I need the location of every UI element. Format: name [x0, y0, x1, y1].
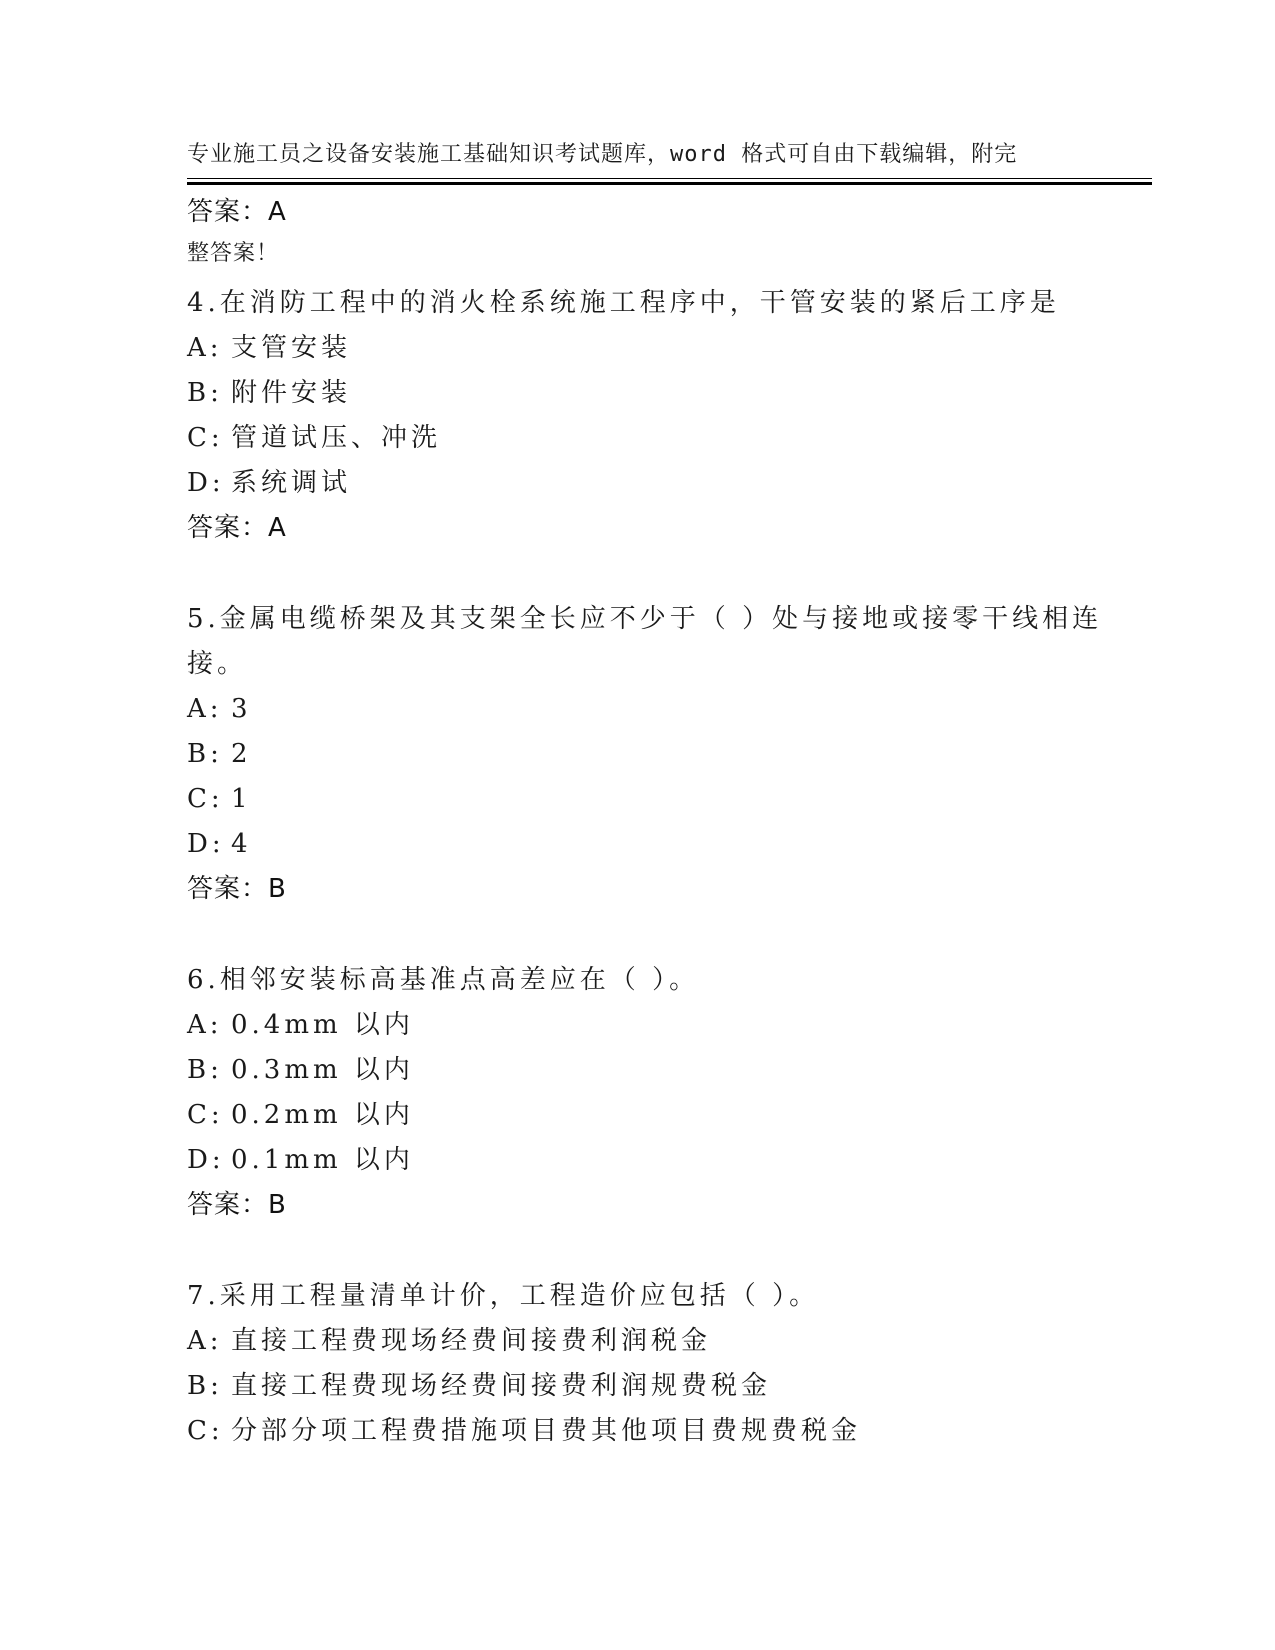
question-stem: 4.在消防工程中的消火栓系统施工程序中，干管安装的紧后工序是	[187, 288, 1060, 318]
header-line-1: 专业施工员之设备安装施工基础知识考试题库，word 格式可自由下载编辑，附完	[187, 142, 1018, 167]
option-label: D:	[187, 1145, 225, 1175]
option-b	[187, 732, 1117, 777]
option-label: A:	[187, 333, 223, 363]
option-label: B:	[187, 378, 223, 408]
option-text: 分部分项工程费措施项目费其他项目费规费税金	[231, 1416, 862, 1446]
question-stem: 5.金属电缆桥架及其支架全长应不少于（ ）处与接地或接零干线相连接。	[187, 604, 1103, 679]
question-item	[187, 597, 1117, 912]
option-text: 0.1mm 以内	[231, 1145, 414, 1175]
question-stem: 7.采用工程量清单计价，工程造价应包括（ ）。	[187, 1281, 820, 1311]
header-divider-thin	[187, 178, 1152, 179]
question-stem: 6.相邻安装标高基准点高差应在（ ）。	[187, 965, 700, 995]
option-text: 直接工程费现场经费间接费利润税金	[231, 1326, 712, 1356]
answer-line: 答案：A	[187, 197, 287, 227]
option-c	[187, 777, 1117, 822]
option-text: 3	[231, 694, 252, 724]
question-item	[187, 281, 1117, 551]
header-divider-thick	[187, 182, 1152, 185]
option-c	[187, 1093, 1117, 1138]
option-label: C:	[187, 1100, 224, 1130]
option-text: 2	[231, 739, 252, 769]
answer-line: 答案：B	[187, 874, 287, 904]
option-label: A:	[187, 1326, 223, 1356]
option-text: 1	[231, 784, 252, 814]
option-text: 管道试压、冲洗	[231, 423, 442, 453]
option-label: B:	[187, 1371, 223, 1401]
option-text: 0.3mm 以内	[231, 1055, 414, 1085]
question-item	[187, 958, 1117, 1228]
option-label: C:	[187, 784, 224, 814]
option-text: 系统调试	[231, 468, 352, 498]
option-b	[187, 371, 1117, 416]
option-label: D:	[187, 468, 225, 498]
option-text: 直接工程费现场经费间接费利润规费税金	[231, 1371, 772, 1401]
option-a	[187, 687, 1117, 732]
answer-line: 答案：A	[187, 513, 287, 543]
option-text: 附件安装	[231, 378, 352, 408]
option-a	[187, 1319, 1117, 1364]
header-line-2: 整答案！	[187, 241, 280, 266]
question-list	[187, 190, 1117, 1454]
option-label: A:	[187, 694, 223, 724]
option-b	[187, 1364, 1117, 1409]
option-d	[187, 822, 1117, 867]
option-a	[187, 326, 1117, 371]
question-item	[187, 1274, 1117, 1454]
option-label: D:	[187, 829, 225, 859]
option-text: 0.2mm 以内	[231, 1100, 414, 1130]
option-label: A:	[187, 1010, 223, 1040]
option-label: C:	[187, 423, 224, 453]
answer-line: 答案：B	[187, 1190, 287, 1220]
option-c	[187, 416, 1117, 461]
option-label: C:	[187, 1416, 224, 1446]
option-text: 0.4mm 以内	[231, 1010, 414, 1040]
option-label: B:	[187, 1055, 223, 1085]
option-label: B:	[187, 739, 223, 769]
option-text: 4	[231, 829, 252, 859]
option-d	[187, 1138, 1117, 1183]
option-b	[187, 1048, 1117, 1093]
option-c	[187, 1409, 1117, 1454]
option-a	[187, 1003, 1117, 1048]
option-text: 支管安装	[231, 333, 352, 363]
option-d	[187, 461, 1117, 506]
